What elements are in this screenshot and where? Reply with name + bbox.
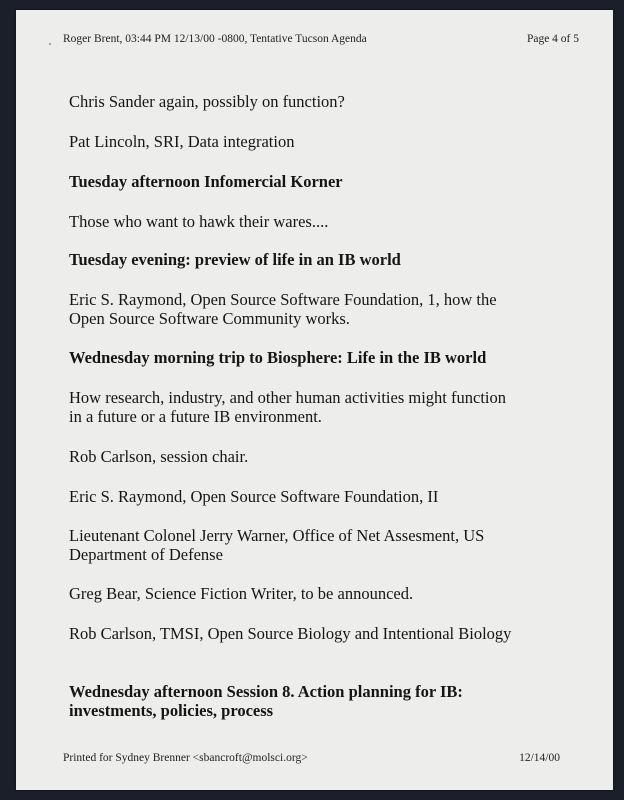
agenda-item: Greg Bear, Science Fiction Writer, to be announced.	[69, 584, 414, 603]
line: Wednesday afternoon Session 8. Action planning for IB:	[69, 682, 463, 701]
line: Lieutenant Colonel Jerry Warner, Office of Net Assesment, US	[69, 526, 485, 545]
paper-mark	[49, 43, 51, 45]
section-heading: Tuesday afternoon Infomercial Korner	[69, 172, 343, 191]
agenda-item: Those who want to hawk their wares....	[69, 212, 329, 231]
agenda-item: Rob Carlson, session chair.	[69, 447, 249, 466]
agenda-item: Eric S. Raymond, Open Source Software Foundation, II	[69, 487, 439, 506]
section-heading: Tuesday evening: preview of life in an IB world	[69, 250, 401, 269]
agenda-item	[69, 526, 569, 564]
document-page	[16, 10, 613, 790]
footer-printed-for: Printed for Sydney Brenner <sbancroft@molsci.org>	[63, 752, 308, 764]
line: investments, policies, process	[69, 701, 274, 720]
line: in a future or a future IB environment.	[69, 407, 322, 426]
line: How research, industry, and other human activities might function	[69, 388, 506, 407]
agenda-item	[69, 388, 569, 426]
section-heading: Wednesday morning trip to Biosphere: Life in the IB world	[69, 348, 487, 367]
line: Department of Defense	[69, 545, 223, 564]
section-heading	[69, 682, 569, 720]
agenda-item: Rob Carlson, TMSI, Open Source Biology and Intentional Biology	[69, 624, 512, 643]
agenda-item	[69, 290, 569, 328]
line: Eric S. Raymond, Open Source Software Foundation, 1, how the	[69, 290, 497, 309]
line: Open Source Software Community works.	[69, 309, 350, 328]
agenda-item: Chris Sander again, possibly on function?	[69, 92, 345, 111]
agenda-item: Pat Lincoln, SRI, Data integration	[69, 132, 295, 151]
page-number: Page 4 of 5	[526, 33, 579, 45]
footer-date: 12/14/00	[519, 752, 560, 764]
header-title: Roger Brent, 03:44 PM 12/13/00 -0800, Tentative Tucson Agenda	[63, 33, 367, 45]
